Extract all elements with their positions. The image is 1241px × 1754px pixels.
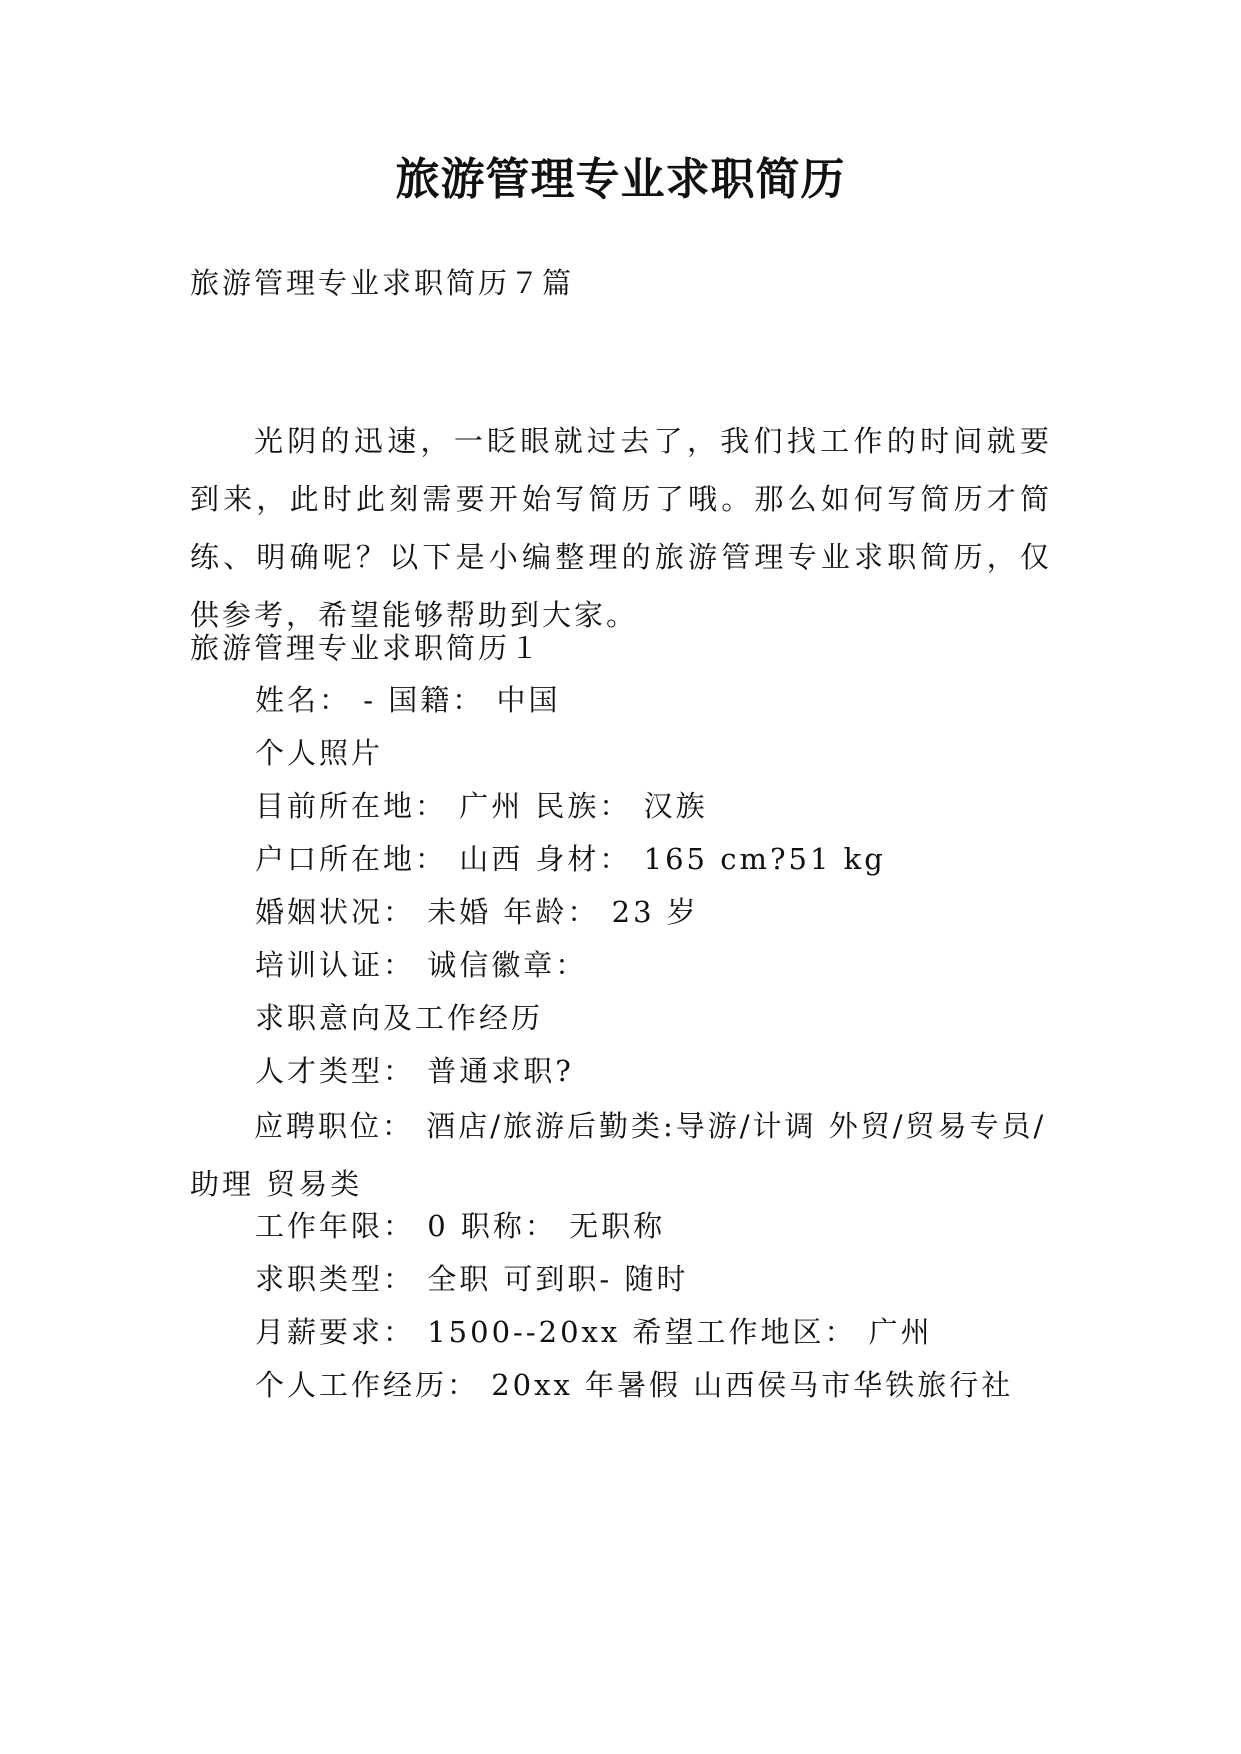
marital-age-line: 婚姻状况： 未婚 年龄： 23 岁 <box>255 895 699 929</box>
intro-paragraph: 光阴的迅速，一眨眼就过去了，我们找工作的时间就要到来，此时此刻需要开始写简历了哦。那么如何写简历才简练、明确呢？以下是小编整理的旅游管理专业求职简历，仅供参考，希望能够帮助到大家。 <box>190 424 1052 632</box>
talent-type-line: 人才类型： 普通求职? <box>255 1054 574 1088</box>
positions-paragraph: 应聘职位： 酒店/旅游后勤类:导游/计调 外贸/贸易专员/助理 贸易类 <box>190 1109 1047 1201</box>
intent-heading-line: 求职意向及工作经历 <box>255 1001 544 1035</box>
experience-line: 个人工作经历： 20xx 年暑假 山西侯马市华铁旅行社 <box>255 1368 1014 1402</box>
name-nationality-line: 姓名： - 国籍： 中国 <box>255 683 561 717</box>
section-heading: 旅游管理专业求职简历１ <box>190 631 543 665</box>
salary-region-line: 月薪要求： 1500--20xx 希望工作地区： 广州 <box>255 1315 933 1349</box>
hukou-body-line: 户口所在地： 山西 身材： 165 cm?51 kg <box>255 842 886 876</box>
subtitle: 旅游管理专业求职简历７篇 <box>190 266 575 300</box>
photo-line: 个人照片 <box>255 736 384 770</box>
job-type-line: 求职类型： 全职 可到职- 随时 <box>255 1262 689 1296</box>
location-ethnicity-line: 目前所在地： 广州 民族： 汉族 <box>255 789 708 823</box>
training-badge-line: 培训认证： 诚信徽章： <box>255 948 588 982</box>
page-title: 旅游管理专业求职简历 <box>395 154 846 205</box>
years-title-line: 工作年限： 0 职称： 无职称 <box>255 1209 666 1243</box>
